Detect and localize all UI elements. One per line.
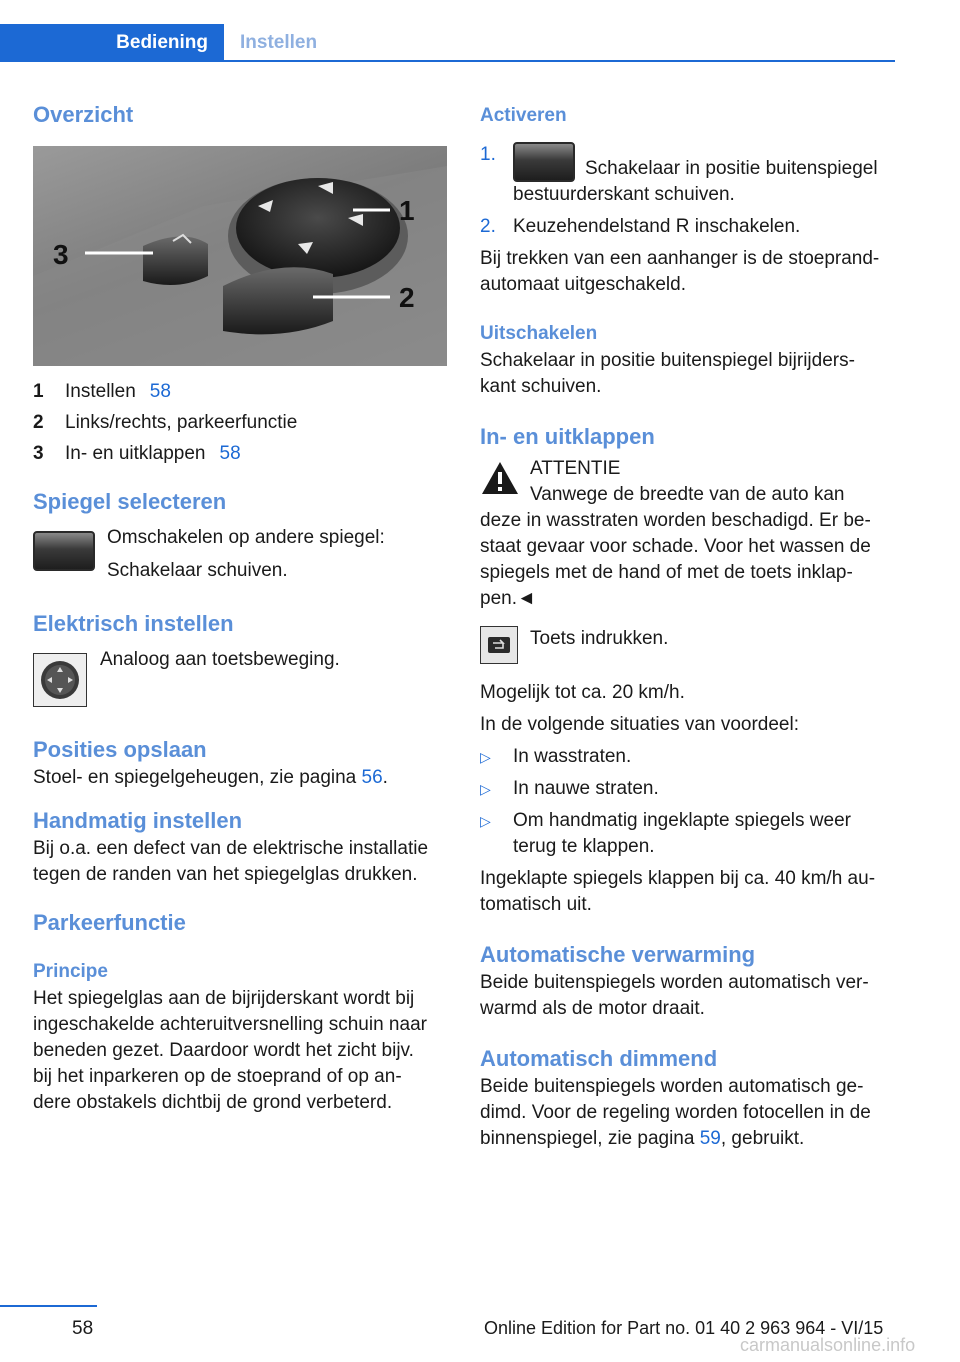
- text: In de volgende situaties van voordeel:: [480, 714, 799, 735]
- text: Schakelaar schuiven.: [107, 560, 288, 581]
- legend-text: In- en uitklappen: [65, 443, 206, 464]
- step-text: Keuzehendelstand R inschakelen.: [513, 216, 801, 237]
- mirror-switch-icon: [33, 531, 95, 571]
- text: bij het inparkeren op de stoeprand of op an-: [33, 1066, 402, 1087]
- text: dimd. Voor de regeling worden fotocellen in de: [480, 1102, 871, 1123]
- heading-elektrisch-instellen: Elektrisch instellen: [33, 611, 234, 636]
- left-column: [33, 98, 447, 1116]
- list-item: ▷ Om handmatig ingeklapte spiegels weer terug te klappen.: [480, 808, 895, 860]
- warning-block: [480, 456, 895, 508]
- subheading-uitschakelen: Uitschakelen: [480, 323, 598, 344]
- heading-automatisch-dimmend: Automatisch dimmend: [480, 1046, 718, 1071]
- watermark: carmanualsonline.info: [740, 1335, 916, 1355]
- text: Toets indrukken.: [530, 628, 669, 649]
- mirror-switch-illustration: [33, 146, 447, 366]
- section-tabs: [0, 24, 895, 62]
- legend-text: Links/rechts, parkeerfunctie: [65, 412, 298, 433]
- warning-text: pen.◄: [480, 588, 536, 609]
- right-column: [480, 98, 895, 1152]
- legend-number: 3: [33, 443, 44, 464]
- text: beneden gezet. Daardoor wordt het zicht bijv.: [33, 1040, 414, 1061]
- posities-text: Stoel- en spiegelgeheugen, zie pagina 56.: [33, 767, 388, 788]
- heading-in-en-uitklappen: In- en uitklappen: [480, 424, 655, 449]
- subheading-principe: Principe: [33, 961, 108, 982]
- page-link[interactable]: 58: [149, 381, 171, 402]
- steps-list: [480, 142, 895, 240]
- list-item: ▷ In nauwe straten.: [480, 776, 895, 802]
- page-link[interactable]: 56: [361, 767, 383, 788]
- heading-overzicht: Overzicht: [33, 102, 134, 127]
- warning-icon: [480, 460, 520, 496]
- step-number: 1.: [480, 144, 496, 165]
- text: Bij o.a. een defect van de elektrische installatie: [33, 838, 429, 859]
- warning-text: deze in wasstraten worden beschadigd. Er be-: [480, 510, 871, 531]
- legend-text: Instellen: [65, 381, 136, 402]
- legend-item: [33, 376, 447, 407]
- warning-text: staat gevaar voor schade. Voor het wassen de: [480, 536, 871, 557]
- text: warmd als de motor draait.: [480, 998, 705, 1019]
- joystick-icon: [33, 653, 87, 707]
- text: tomatisch uit.: [480, 894, 592, 915]
- page-number: 58: [72, 1318, 94, 1339]
- step-item: [480, 214, 895, 240]
- bullet-triangle-icon: ▷: [480, 781, 491, 797]
- callout-3: 3: [53, 239, 69, 270]
- bullet-triangle-icon: ▷: [480, 749, 491, 765]
- subheading-activeren: Activeren: [480, 105, 567, 126]
- heading-automatische-verwarming: Automatische verwarming: [480, 942, 756, 967]
- step-number: 2.: [480, 216, 496, 237]
- legend-item: [33, 407, 447, 438]
- text: Omschakelen op andere spiegel:: [107, 527, 385, 548]
- footer-rule: [0, 1305, 97, 1307]
- dimmend-last-line: binnenspiegel, zie pagina 59, gebruikt.: [480, 1128, 805, 1149]
- warning-text: Vanwege de breedte van de auto kan: [530, 484, 845, 505]
- callout-2: 2: [399, 282, 415, 313]
- list-item: ▷ In wasstraten.: [480, 744, 895, 770]
- text: Mogelijk tot ca. 20 km/h.: [480, 682, 685, 703]
- heading-parkeerfunctie: Parkeerfunctie: [33, 910, 186, 935]
- tab-instellen[interactable]: Instellen: [240, 32, 318, 53]
- legend-number: 2: [33, 412, 44, 433]
- mirror-switch-icon: [513, 142, 575, 182]
- text: kant schuiven.: [480, 376, 602, 397]
- elektrisch-block: [33, 647, 447, 717]
- text: Beide buitenspiegels worden automatisch ge-: [480, 1076, 864, 1097]
- mirror-controls-photo: [33, 146, 447, 366]
- step-text: Schakelaar in positie buitenspiegel: [585, 158, 878, 179]
- callout-1: 1: [399, 195, 415, 226]
- legend-item: [33, 438, 447, 469]
- attentie-label: ATTENTIE: [530, 458, 621, 479]
- heading-posities-opslaan: Posities opslaan: [33, 737, 207, 762]
- text: automaat uitgeschakeld.: [480, 274, 686, 295]
- text: Ingeklapte spiegels klappen bij ca. 40 km/h au-: [480, 868, 876, 889]
- step-text: bestuurderskant schuiven.: [513, 184, 735, 205]
- page-link[interactable]: 59: [699, 1128, 721, 1149]
- fold-mirror-icon: [480, 626, 518, 664]
- text: Het spiegelglas aan de bijrijderskant wordt bij: [33, 988, 415, 1009]
- heading-spiegel-selecteren: Spiegel selecteren: [33, 489, 227, 514]
- heading-handmatig-instellen: Handmatig instellen: [33, 808, 243, 833]
- text: Beide buitenspiegels worden automatisch ver-: [480, 972, 869, 993]
- toets-block: [480, 626, 895, 672]
- text: Analoog aan toetsbeweging.: [100, 649, 340, 670]
- warning-text: spiegels met de hand of met de toets inklap-: [480, 562, 853, 583]
- text: dere obstakels dichtbij de grond verbeterd.: [33, 1092, 393, 1113]
- legend-number: 1: [33, 381, 44, 402]
- step-item: [480, 142, 895, 208]
- tab-bediening[interactable]: Bediening: [0, 24, 224, 62]
- text: Bij trekken van een aanhanger is de stoeprand-: [480, 248, 880, 269]
- edition-text: Online Edition for Part no. 01 40 2 963 964 - VI/15: [484, 1318, 884, 1338]
- page-link[interactable]: 58: [219, 443, 241, 464]
- legend-list: [33, 376, 447, 469]
- situations-list: [480, 744, 895, 860]
- tab-underline: [0, 60, 895, 62]
- bullet-triangle-icon: ▷: [480, 813, 491, 829]
- text: ingeschakelde achteruitversnelling schuin naar: [33, 1014, 427, 1035]
- text: tegen de randen van het spiegelglas drukken.: [33, 864, 418, 885]
- text: Schakelaar in positie buitenspiegel bijrijders-: [480, 350, 855, 371]
- spiegel-selecteren-block: [33, 525, 447, 587]
